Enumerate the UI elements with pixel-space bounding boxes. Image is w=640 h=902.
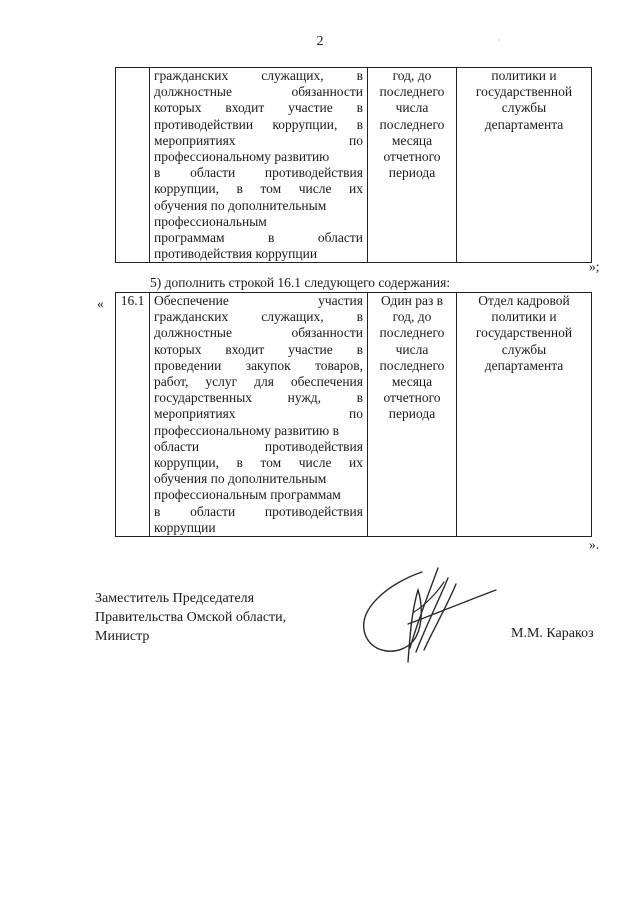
text-line: в области противодействия: [154, 165, 363, 181]
period-line: отчетного: [383, 149, 441, 165]
table-row: [116, 68, 592, 263]
text-line: профессиональным: [154, 213, 267, 229]
period-cell: [368, 293, 457, 537]
executor-line: службы: [501, 341, 547, 357]
amendment-instruction: 5) дополнить строкой 16.1 следующего содержания:: [150, 275, 451, 290]
executor-cell: [457, 293, 592, 537]
signer-name: М.М. Каракоз: [511, 626, 594, 641]
period-line: последнего: [379, 84, 445, 100]
position-line: Министр: [95, 629, 150, 644]
closing-quote-mark: ».: [589, 537, 600, 552]
text-line: противодействии коррупции, в: [154, 116, 363, 132]
period-line: периода: [388, 406, 436, 422]
period-cell: [368, 68, 457, 263]
text-line: Обеспечение участия: [154, 293, 363, 308]
period-line: отчетного: [383, 390, 441, 406]
text-line: проведении закупок товаров,: [154, 357, 363, 373]
period-line: месяца: [391, 374, 433, 390]
executor-line: политики и: [491, 68, 557, 83]
text-line: коррупции, в том числе их: [154, 181, 363, 197]
text-line: которых входит участие в: [154, 100, 363, 116]
period-line: последнего: [379, 357, 445, 373]
period-line: периода: [388, 165, 436, 181]
text-line: коррупции, в том числе их: [154, 455, 363, 471]
signatory-position: [95, 589, 286, 646]
page-speck: ·: [498, 36, 501, 45]
executor-line: департамента: [484, 357, 564, 373]
text-line: работ, услуг для обеспечения: [154, 374, 363, 390]
executor-line: департамента: [484, 116, 564, 132]
text-line: профессиональным программам: [154, 487, 341, 503]
text-line: которых входит участие в: [154, 341, 363, 357]
text-line: должностные обязанности: [154, 84, 363, 100]
opening-quote-mark: «: [97, 296, 104, 311]
continued-table-row: [115, 67, 592, 263]
period-line: последнего: [379, 325, 445, 341]
executor-line: государственной: [475, 84, 573, 100]
table-row: [116, 293, 592, 537]
period-line: числа: [395, 100, 429, 116]
text-line: гражданских служащих, в: [154, 309, 363, 325]
period-line: Один раз в: [380, 293, 444, 308]
text-line: должностные обязанности: [154, 325, 363, 341]
row-number-cell: 16.1: [116, 293, 150, 537]
period-line: последнего: [379, 116, 445, 132]
row-number-cell: [116, 68, 150, 263]
executor-line: политики и: [491, 309, 557, 325]
text-line: противодействия коррупции: [154, 246, 318, 262]
position-line: Правительства Омской области,: [95, 610, 287, 625]
executor-line: службы: [501, 100, 547, 116]
text-line: в области противодействия: [154, 503, 363, 519]
closing-quote-mark: »;: [589, 259, 600, 274]
measure-description-cell: [150, 293, 368, 537]
text-line: мероприятиях по: [154, 406, 363, 422]
executor-line: государственной: [475, 325, 573, 341]
period-line: числа: [395, 341, 429, 357]
text-line: области противодействия: [154, 438, 363, 454]
text-line: обучения по дополнительным: [154, 197, 327, 213]
executor-line: Отдел кадровой: [478, 293, 570, 308]
page-number: 2: [316, 34, 324, 49]
text-line: гражданских служащих, в: [154, 68, 363, 83]
handwritten-signature: [352, 564, 502, 666]
text-line: обучения по дополнительным: [154, 471, 327, 487]
text-line: государственных нужд, в: [154, 390, 363, 406]
new-table-row: [115, 292, 592, 537]
text-line: мероприятиях по: [154, 132, 363, 148]
period-line: год, до: [392, 309, 432, 325]
text-line: профессиональному развитию в: [154, 422, 340, 438]
text-line: коррупции: [154, 519, 216, 535]
text-line: программам в области: [154, 230, 363, 246]
period-line: год, до: [392, 68, 432, 83]
period-line: месяца: [391, 132, 433, 148]
executor-cell: [457, 68, 592, 263]
position-line: Заместитель Председателя: [95, 591, 255, 606]
text-line: профессиональному развитию: [154, 149, 330, 165]
measure-description-cell: [150, 68, 368, 263]
